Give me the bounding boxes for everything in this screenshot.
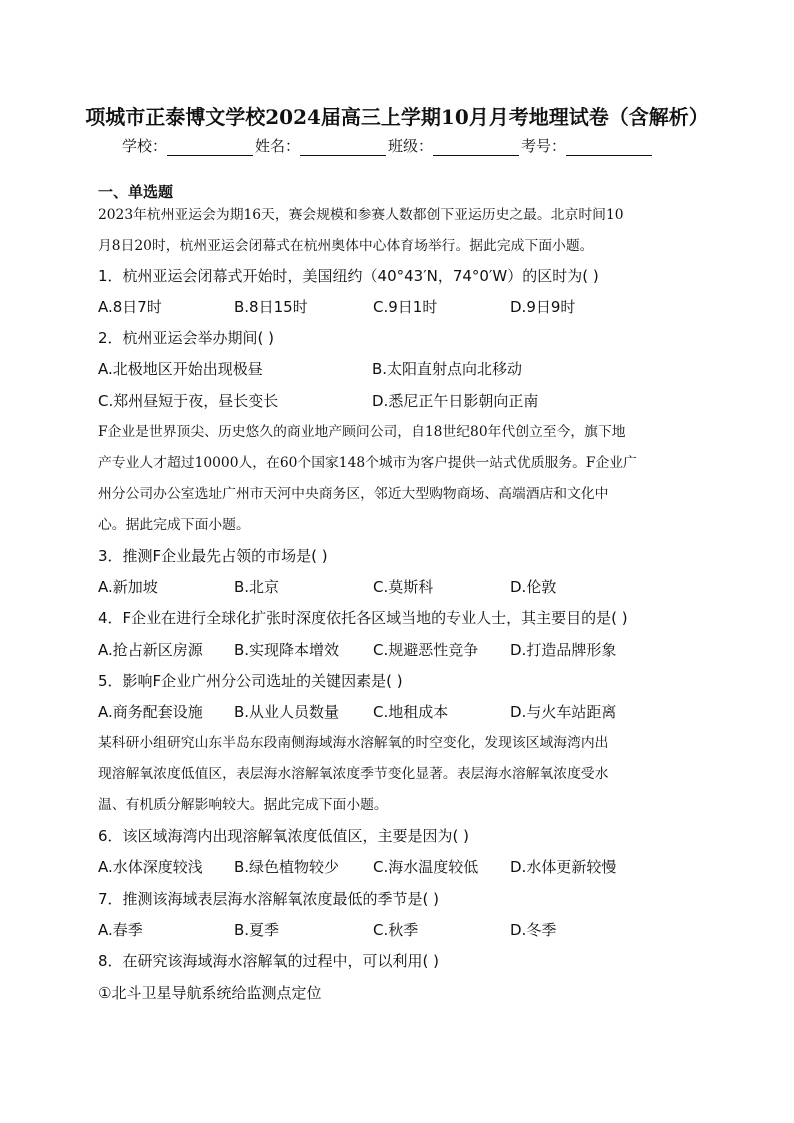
q2-option-b: B.太阳直射点向北移动 [372, 360, 523, 378]
question-8-stem: 8．在研究该海域海水溶解氧的过程中，可以利用( ) [98, 952, 440, 970]
q3-option-b: B.北京 [234, 578, 280, 596]
section-heading: 一、单选题 [98, 183, 174, 201]
passage1-line-1: 2023年杭州亚运会为期16天，赛会规模和参赛人数都创下亚运历史之最。北京时间10 [98, 207, 624, 223]
q3-option-d: D.伦敦 [510, 578, 557, 596]
question-8-item-1: ①北斗卫星导航系统给监测点定位 [98, 984, 322, 1002]
q6-option-c: C.海水温度较低 [373, 858, 479, 876]
q2-option-d: D.悉尼正午日影朝向正南 [372, 392, 539, 410]
number-label: 考号： [521, 137, 567, 155]
q1-option-c: C.9日1时 [373, 298, 438, 316]
q3-option-c: C.莫斯科 [373, 578, 434, 596]
q6-option-a: A.水体深度较浅 [98, 858, 203, 876]
question-1-options [98, 297, 698, 317]
number-blank [566, 141, 652, 156]
question-2-stem: 2．杭州亚运会举办期间( ) [98, 329, 275, 347]
question-2-options-row2 [98, 391, 698, 411]
question-7-stem: 7．推测该海域表层海水溶解氧浓度最低的季节是( ) [98, 890, 440, 908]
passage3-line-1: 某科研小组研究山东半岛东段南侧海域海水溶解氧的时空变化，发现该区域海湾内出 [98, 735, 609, 751]
q4-option-b: B.实现降本增效 [234, 641, 340, 659]
q2-option-a: A.北极地区开始出现极昼 [98, 360, 263, 378]
passage1-line-2: 月8日20时，杭州亚运会闭幕式在杭州奥体中心体育场举行。据此完成下面小题。 [98, 238, 594, 254]
question-4-options [98, 640, 698, 660]
q6-option-b: B.绿色植物较少 [234, 858, 340, 876]
q7-option-b: B.夏季 [234, 921, 280, 939]
q5-option-d: D.与火车站距离 [510, 703, 617, 721]
question-6-stem: 6．该区域海湾内出现溶解氧浓度低值区，主要是因为( ) [98, 827, 470, 845]
q7-option-c: C.秋季 [373, 921, 419, 939]
class-blank [433, 141, 519, 156]
q7-option-d: D.冬季 [510, 921, 557, 939]
question-3-options [98, 577, 698, 597]
question-3-stem: 3．推测F企业最先占领的市场是( ) [98, 547, 328, 565]
q7-option-a: A.春季 [98, 921, 143, 939]
school-blank [167, 141, 253, 156]
passage2-line-1: F企业是世界顶尖、历史悠久的商业地产顾问公司，自18世纪80年代创立至今，旗下地 [98, 424, 626, 440]
q4-option-d: D.打造品牌形象 [510, 641, 617, 659]
passage2-line-3: 州分公司办公室选址广州市天河中央商务区，邻近大型购物商场、高端酒店和文化中 [98, 486, 609, 502]
question-6-options [98, 857, 698, 877]
q4-option-c: C.规避恶性竞争 [373, 641, 479, 659]
q5-option-c: C.地租成本 [373, 703, 449, 721]
student-info-row [122, 136, 654, 156]
school-label: 学校： [122, 137, 168, 155]
name-blank [300, 141, 386, 156]
question-5-options [98, 702, 698, 722]
name-label: 姓名： [255, 137, 301, 155]
question-1-stem: 1．杭州亚运会闭幕式开始时，美国纽约（40°43′N，74°0′W）的区时为( ) [98, 267, 599, 285]
q1-option-a: A.8日7时 [98, 298, 162, 316]
q6-option-d: D.水体更新较慢 [510, 858, 617, 876]
passage2-line-4: 心。据此完成下面小题。 [98, 517, 250, 533]
passage3-line-3: 温、有机质分解影响较大。据此完成下面小题。 [98, 797, 388, 813]
q5-option-b: B.从业人员数量 [234, 703, 340, 721]
question-5-stem: 5．影响F企业广州分公司选址的关键因素是( ) [98, 672, 403, 690]
passage3-line-2: 现溶解氧浓度低值区，表层海水溶解氧浓度季节变化显著。表层海水溶解氧浓度受水 [98, 766, 609, 782]
question-4-stem: 4．F企业在进行全球化扩张时深度依托各区域当地的专业人士，其主要目的是( ) [98, 609, 628, 627]
class-label: 班级： [388, 137, 434, 155]
q1-option-b: B.8日15时 [234, 298, 308, 316]
question-7-options [98, 920, 698, 940]
page-title: 项城市正泰博文学校2024届高三上学期10月月考地理试卷（含解析） [85, 105, 709, 129]
question-2-options-row1 [98, 359, 698, 379]
q3-option-a: A.新加坡 [98, 578, 158, 596]
q4-option-a: A.抢占新区房源 [98, 641, 203, 659]
q5-option-a: A.商务配套设施 [98, 703, 203, 721]
passage2-line-2: 产专业人才超过10000人，在60个国家148个城市为客户提供一站式优质服务。F企业广 [98, 455, 637, 471]
q2-option-c: C.郑州昼短于夜，昼长变长 [98, 392, 279, 410]
q1-option-d: D.9日9时 [510, 298, 576, 316]
